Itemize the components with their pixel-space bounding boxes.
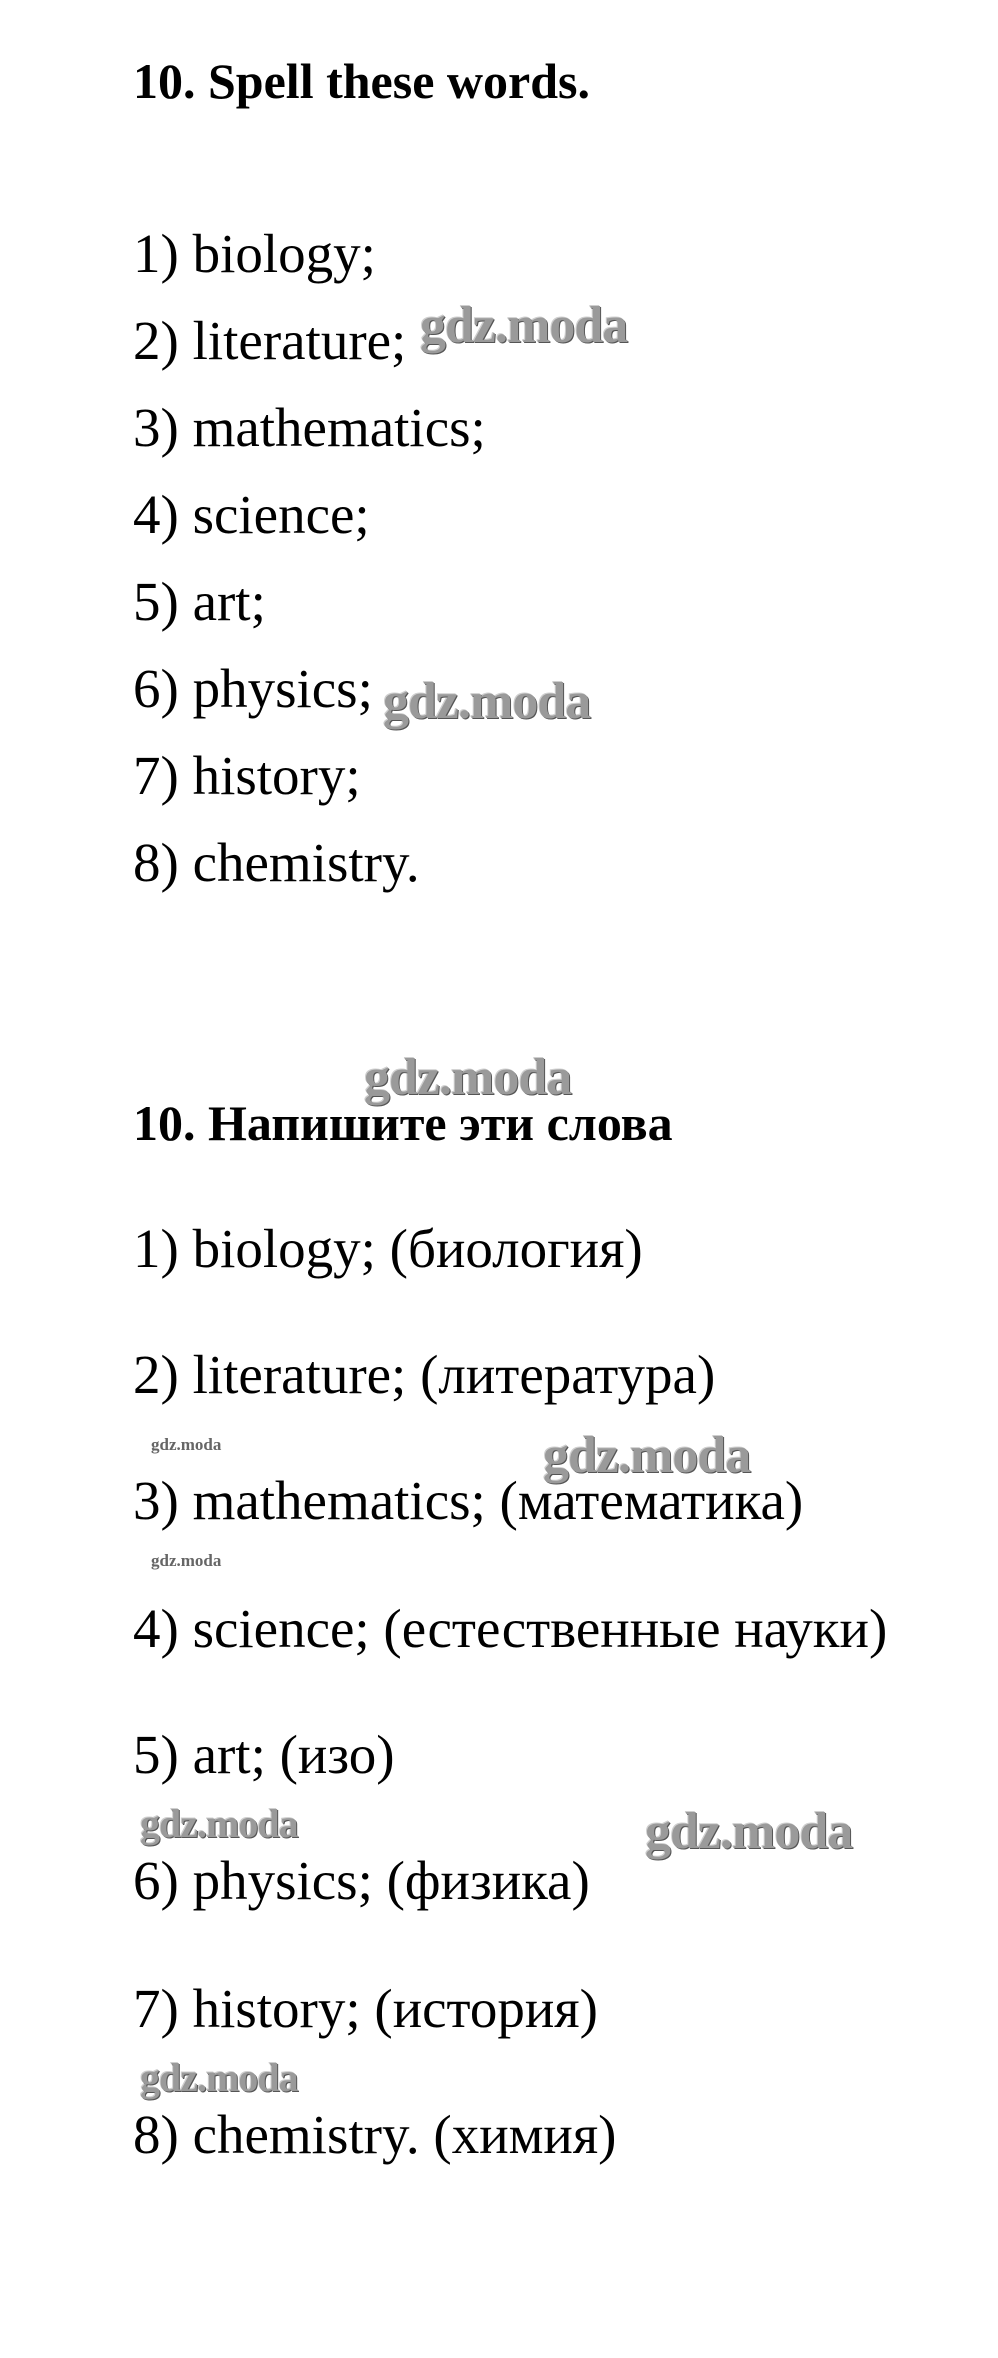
word-list-item: 4) science; [133, 484, 370, 545]
watermark: gdz.moda [364, 1049, 572, 1106]
translated-list-item: 7) history; (история) [133, 1978, 598, 2039]
watermark: gdz.moda [383, 673, 591, 730]
word-list-item: 7) history; [133, 745, 361, 806]
watermark: gdz.moda [140, 1801, 298, 1846]
word-list-item: 8) chemistry. [133, 832, 420, 893]
translated-list-item: 6) physics; (физика) [133, 1850, 590, 1911]
word-list-item: 1) biology; [133, 223, 376, 284]
translated-list-item: 3) mathematics; (математика) [133, 1470, 804, 1531]
watermark: gdz.moda [645, 1803, 853, 1860]
exercise-title-en: 10. Spell these words. [133, 53, 590, 109]
translated-list-item: 1) biology; (биология) [133, 1218, 643, 1279]
watermark: gdz.moda [140, 2055, 298, 2100]
translated-list-item: 8) chemistry. (химия) [133, 2104, 617, 2165]
watermark: gdz.moda [151, 1435, 222, 1454]
word-list-item: 5) art; [133, 571, 266, 632]
watermark: gdz.moda [420, 297, 628, 354]
exercise-title-ru: 10. Напишите эти слова [133, 1095, 673, 1151]
translated-list-item: 5) art; (изо) [133, 1724, 395, 1785]
watermark: gdz.moda [151, 1551, 222, 1570]
word-list-item: 2) literature; [133, 310, 407, 371]
word-list-item: 6) physics; [133, 658, 373, 719]
watermark: gdz.moda [543, 1427, 751, 1484]
translated-list-item: 4) science; (естественные науки) [133, 1598, 888, 1659]
translated-list-item: 2) literature; (литература) [133, 1344, 716, 1405]
word-list-item: 3) mathematics; [133, 397, 486, 458]
